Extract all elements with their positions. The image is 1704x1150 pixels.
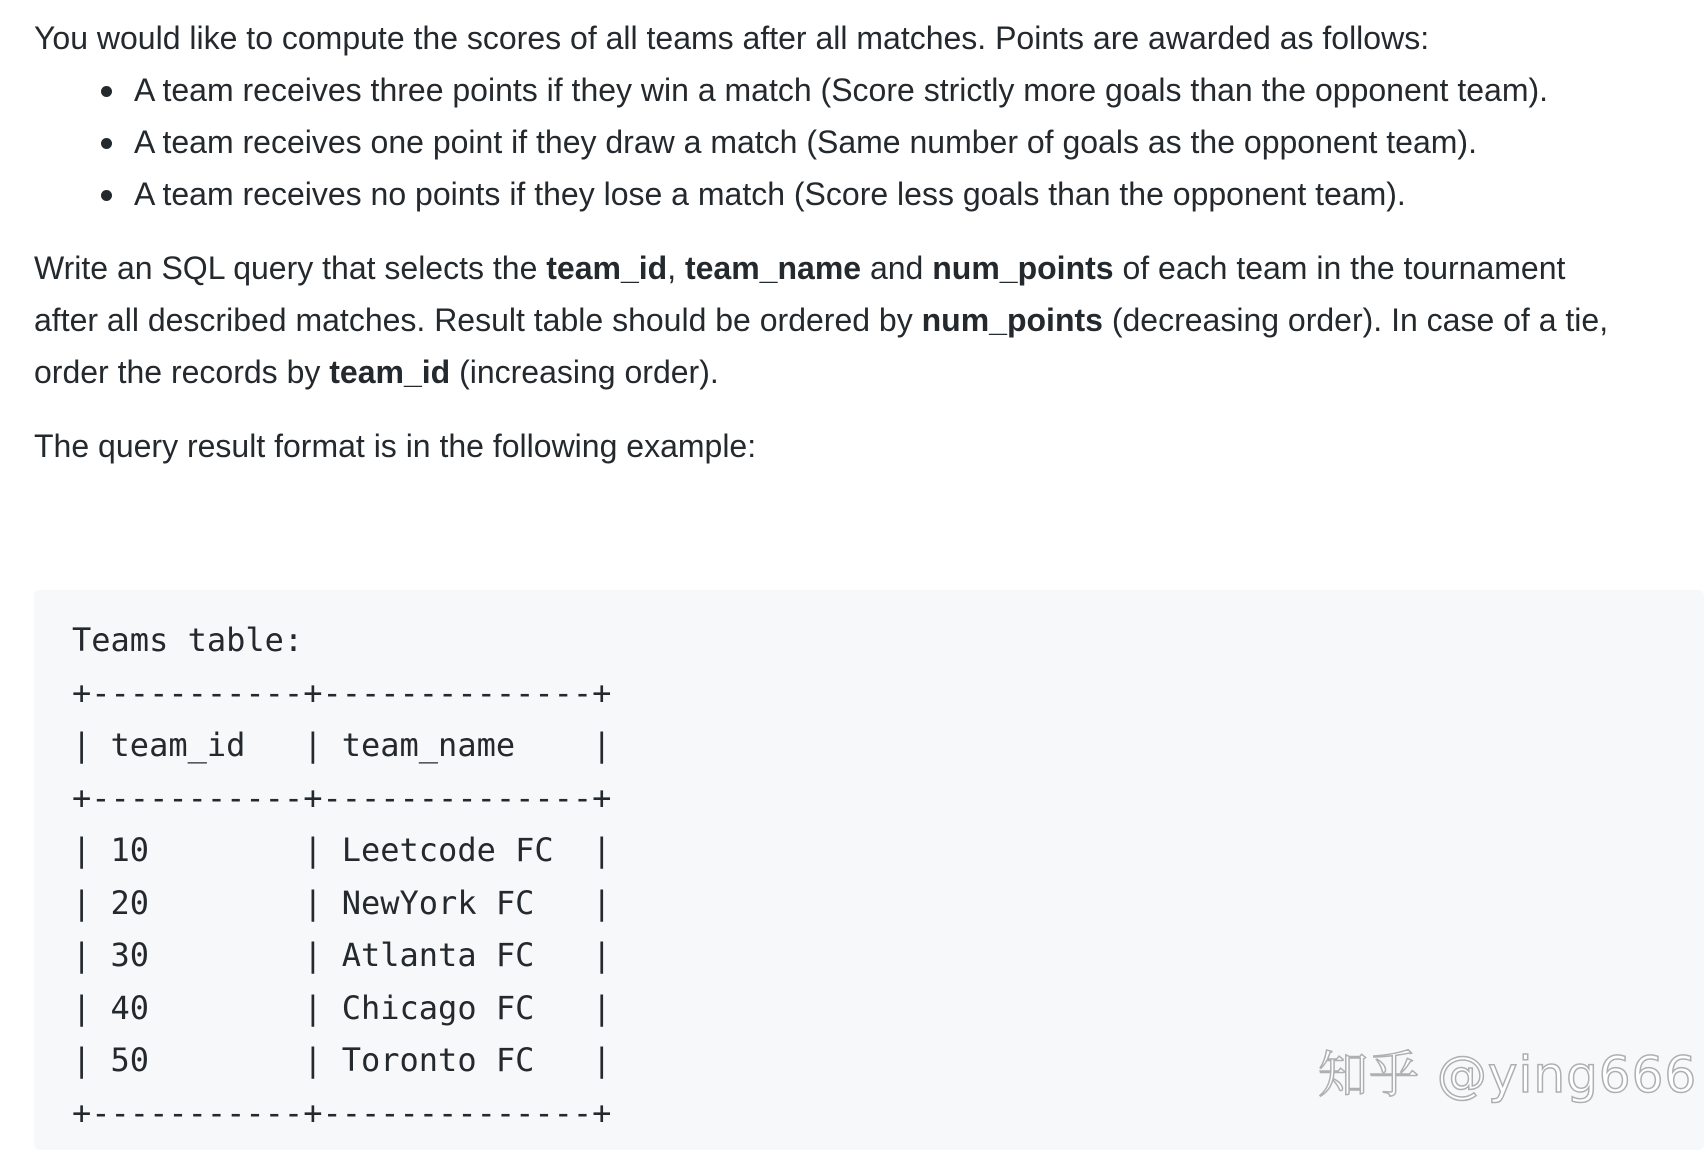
scoring-rules-list (34, 64, 1664, 220)
rule-win: A team receives three points if they win a match (Score strictly more goals than the opponent team). (134, 64, 1664, 116)
table-border: +-----------+--------------+ (72, 778, 612, 817)
problem-description (34, 0, 1694, 472)
text-segment: (decreasing order). In case of a tie, order the records by (34, 302, 1609, 390)
text-segment: , (667, 250, 685, 286)
table-border: +-----------+--------------+ (72, 673, 612, 712)
table-row: | 30 | Atlanta FC | (72, 936, 612, 974)
table-border: +-----------+--------------+ (72, 1093, 612, 1132)
team-id-keyword: team_id (329, 354, 451, 390)
format-paragraph: The query result format is in the following example: (34, 428, 757, 464)
table-row: | 50 | Toronto FC | (72, 1041, 612, 1079)
text-segment: (increasing order). (450, 354, 719, 390)
num-points-keyword: num_points (932, 250, 1114, 286)
table-title: Teams table: (72, 621, 304, 659)
num-points-keyword: num_points (921, 302, 1103, 338)
intro-paragraph: You would like to compute the scores of all teams after all matches. Points are awarded as follows: (34, 20, 1430, 56)
rule-draw: A team receives one point if they draw a match (Same number of goals as the opponent team). (134, 116, 1664, 168)
rule-lose: A team receives no points if they lose a match (Score less goals than the opponent team). (134, 168, 1664, 220)
table-row: | 40 | Chicago FC | (72, 988, 612, 1027)
table-row: | 10 | Leetcode FC | (72, 831, 612, 869)
team-name-keyword: team_name (684, 250, 862, 286)
watermark: 知乎 @ying666 (1318, 1046, 1698, 1104)
text-segment: and (861, 250, 933, 286)
text-segment: Write an SQL query that selects the (34, 250, 547, 286)
table-row: | 20 | NewYork FC | (72, 883, 612, 922)
text-segment: of each team in the tournament after all described matches. Result table should be ordered by (34, 250, 1566, 338)
team-id-keyword: team_id (546, 250, 668, 286)
table-header-row: | team_id | team_name | (72, 726, 612, 764)
query-instructions-paragraph (34, 242, 1634, 398)
